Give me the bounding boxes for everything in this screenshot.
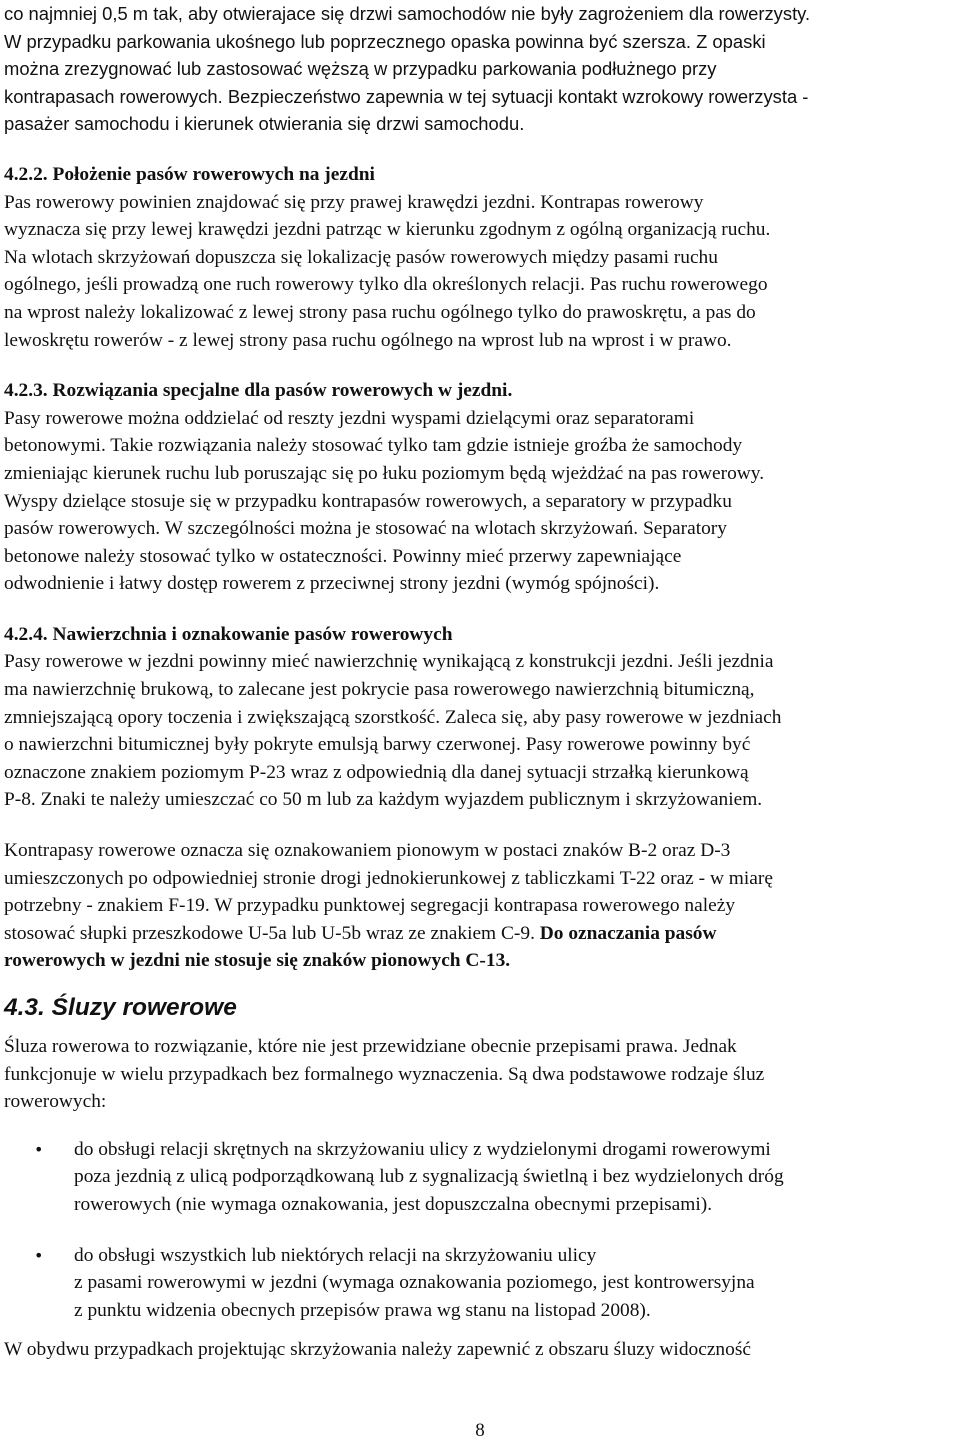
text-line: oznaczone znakiem poziomym P-23 wraz z odpowiednią dla danej sytuacji strzałką kierunkową xyxy=(4,761,749,783)
text-line: betonowymi. Takie rozwiązania należy stosować tylko tam gdzie istnieje groźba że samochody xyxy=(4,435,743,457)
text-line: pasażer samochodu i kierunek otwierania się drzwi samochodu. xyxy=(4,113,525,135)
kontrapasy-paragraph xyxy=(4,837,956,975)
section-4-2-2-paragraph xyxy=(4,189,956,355)
text-line xyxy=(4,947,956,975)
text-line: z pasami rowerowymi w jezdni (wymaga oznakowania poziomego, jest kontrowersyjna xyxy=(74,1272,755,1294)
document-page xyxy=(4,0,956,1364)
bullet-icon: • xyxy=(34,1139,44,1159)
text-line: W przypadku parkowania ukośnego lub poprzecznego opaska powinna być szersza. Z opaski xyxy=(4,30,766,52)
text-line: Śluza rowerowa to rozwiązanie, które nie jest przewidziane obecnie przepisami prawa. Jednak xyxy=(4,1036,737,1057)
bold-text: Do oznaczania pasów xyxy=(539,922,717,944)
section-number: 4.2.3. xyxy=(4,380,48,402)
section-4-3-paragraph xyxy=(4,1033,956,1116)
section-4-2-4-paragraph xyxy=(4,648,956,814)
text-line: o nawierzchni bitumicznej były pokryte emulsją barwy czerwonej. Pasy rowerowe powinny być xyxy=(4,734,751,756)
list-item xyxy=(4,1136,956,1219)
text-line: do obsługi relacji skrętnych na skrzyżowaniu ulicy z wydzielonymi drogami rowerowymi xyxy=(74,1138,771,1160)
text-line: P-8. Znaki te należy umieszczać co 50 m lub za każdym wyjazdem publicznym i skrzyżowaniem. xyxy=(4,789,763,811)
text-line: poza jezdnią z ulicą podporządkowaną lub z sygnalizacją świetlną i bez wydzielonych dróg xyxy=(74,1166,784,1188)
list-item xyxy=(4,1242,956,1325)
section-heading-4-2-3 xyxy=(4,377,956,405)
text-line: Pasy rowerowe można oddzielać od reszty jezdni wyspami dzielącymi oraz separatorami xyxy=(4,407,695,429)
text-line: potrzebny - znakiem F-19. W przypadku punktowej segregacji kontrapasa rowerowego należy xyxy=(4,895,736,917)
text-line: wyznacza się przy lewej krawędzi jezdni patrząc w kierunku zgodnym z ogólną organizacją ruchu. xyxy=(4,219,771,241)
text-line: kontrapasach rowerowych. Bezpieczeństwo zapewnia w tej sytuacji kontakt wzrokowy rowerzysta - xyxy=(4,85,809,107)
section-heading-4-2-2 xyxy=(4,161,956,189)
text-line: z punktu widzenia obecnych przepisów prawa wg stanu na listopad 2008). xyxy=(74,1299,651,1321)
text-line: na wprost należy lokalizować z lewej strony pasa ruchu ogólnego tylko do prawoskrętu, a pas do xyxy=(4,301,756,323)
bold-text: rowerowych w jezdni nie stosuje się znaków pionowych C-13. xyxy=(4,950,511,972)
bullet-icon: • xyxy=(34,1245,44,1265)
section-title: Położenie pasów rowerowych na jezdni xyxy=(52,163,375,185)
text-line: Kontrapasy rowerowe oznacza się oznakowaniem pionowym w postaci znaków B-2 oraz D-3 xyxy=(4,840,731,862)
section-title: Nawierzchnia i oznakowanie pasów rowerowych xyxy=(52,623,453,645)
text-line: Pas rowerowy powinien znajdować się przy prawej krawędzi jezdni. Kontrapas rowerowy xyxy=(4,191,704,213)
section-number: 4.2.4. xyxy=(4,623,48,645)
text-line: Wyspy dzielące stosuje się w przypadku kontrapasów rowerowych, a separatory w przypadku xyxy=(4,490,732,512)
text-line: można zrezygnować lub zastosować węższą w przypadku parkowania podłużnego przy xyxy=(4,58,717,80)
section-title: Rozwiązania specjalne dla pasów rowerowych w jezdni. xyxy=(52,380,513,402)
text-line: odwodnienie i łatwy dostęp rowerem z przeciwnej strony jezdni (wymóg spójności). xyxy=(4,573,660,595)
text-line: ogólnego, jeśli prowadzą one ruch rowerowy tylko dla określonych relacji. Pas ruchu rowerowego xyxy=(4,274,768,296)
text-line: co najmniej 0,5 m tak, aby otwierajace się drzwi samochodów nie były zagrożeniem dla rowerzysty. xyxy=(4,3,811,24)
text-line: zmniejszającą opory toczenia i zwiększającą szorstkość. Zaleca się, aby pasy rowerowe w jezdniach xyxy=(4,706,782,728)
text-line: pasów rowerowych. W szczególności można je stosować na wlotach skrzyżowań. Separatory xyxy=(4,518,727,540)
text-line: funkcjonuje w wielu przypadkach bez formalnego wyznaczenia. Są dwa podstawowe rodzaje śluz xyxy=(4,1063,765,1085)
text-line: Na wlotach skrzyżowań dopuszcza się lokalizację pasów rowerowych między pasami ruchu xyxy=(4,246,718,268)
closing-line: W obydwu przypadkach projektując skrzyżowania należy zapewnić z obszaru śluzy widoczność xyxy=(4,1339,751,1361)
text-line: umieszczonych po odpowiedniej stronie drogi jednokierunkowej z tabliczkami T-22 oraz - w miarę xyxy=(4,867,773,889)
text-line: rowerowych (nie wymaga oznakowania, jest dopuszczalna obecnymi przepisami). xyxy=(74,1193,713,1215)
text-line: do obsługi wszystkich lub niektórych relacji na skrzyżowaniu ulicy xyxy=(74,1244,597,1266)
section-heading-4-3: 4.3. Śluzy rowerowe xyxy=(4,994,237,1021)
section-4-2-3-paragraph xyxy=(4,405,956,598)
text-span: stosować słupki przeszkodowe U-5a lub U-5b wraz ze znakiem C-9. xyxy=(4,922,540,944)
text-line: Pasy rowerowe w jezdni powinny mieć nawierzchnię wynikającą z konstrukcji jezdni. Jeśli jezdnia xyxy=(4,651,774,673)
bullet-list xyxy=(4,1136,956,1325)
section-heading-4-2-4 xyxy=(4,621,956,649)
text-line: rowerowych: xyxy=(4,1091,107,1113)
text-line: lewoskrętu rowerów - z lewej strony pasa ruchu ogólnego na wprost lub na wprost i w prawo. xyxy=(4,329,732,351)
text-line: zmieniając kierunek ruchu lub poruszając się po łuku poziomym będą wjeżdżać na pas rowerowy. xyxy=(4,462,765,484)
text-line: betonowe należy stosować tylko w ostateczności. Powinny mieć przerwy zapewniające xyxy=(4,545,682,567)
text-line: ma nawierzchnię brukową, to zalecane jest pokrycie pasa rowerowego nawierzchnią bitumiczną, xyxy=(4,679,755,701)
intro-paragraph xyxy=(4,0,956,138)
text-line xyxy=(4,920,956,948)
page-number: 8 xyxy=(475,1420,485,1441)
section-number: 4.2.2. xyxy=(4,163,48,185)
